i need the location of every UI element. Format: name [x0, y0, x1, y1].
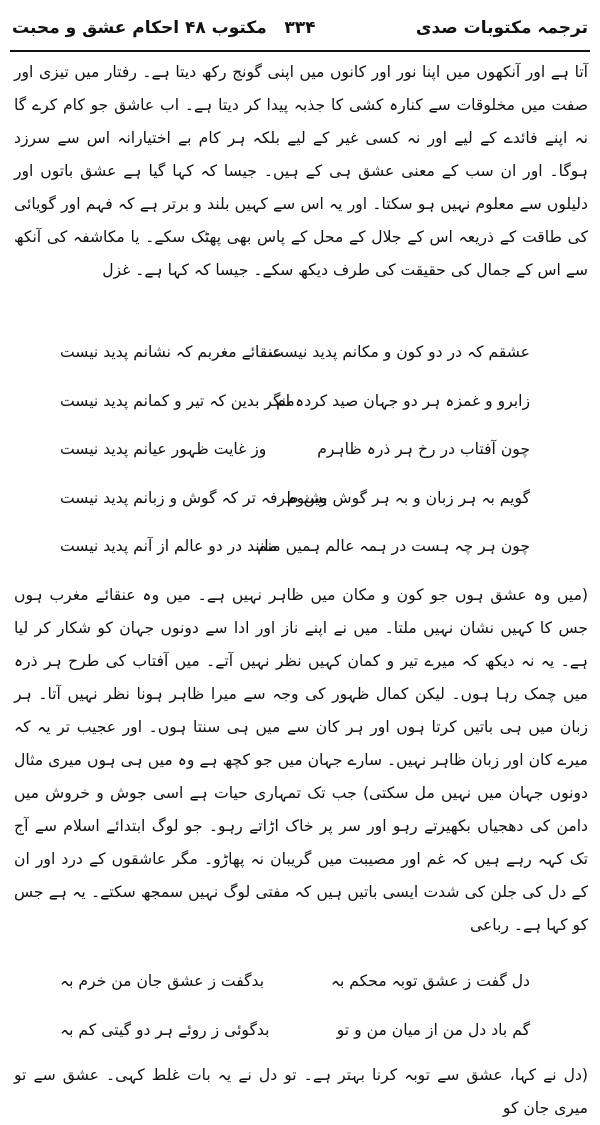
- letter-title: مکتوب ۴۸ احکام عشق و محبت: [12, 18, 267, 38]
- book-title: ترجمہ مکتوبات صدی: [415, 18, 588, 38]
- verse-row: [20, 380, 580, 429]
- verse-first-half: گم باد دل من از میان من و تو: [336, 1020, 530, 1039]
- verse-first-half: چون ہر چہ ہست در ہمہ عالم ہمیں منم: [257, 537, 530, 555]
- verse-row: [20, 1009, 580, 1058]
- verse-first-half: چون آفتاب در رخ ہر ذرہ ظاہرم: [317, 440, 530, 458]
- verse-first-half: زابرو و غمزہ ہر دو جہان صید کردہ ام: [276, 391, 530, 410]
- verse-row: [20, 331, 580, 380]
- page-number: ۳۳۴: [284, 18, 316, 38]
- paragraph-1: آتا ہے اور آنکھوں میں اپنا نور اور کانوں میں اپنی گونج رکھ دیتا ہے۔ رفتار میں تیزی اور صفت میں مخلوقات سے کنارہ کشی کا جذبہ پیدا کر دیتا ہے۔ اب عاشق جو کام کرے گا نہ اپنے فائدے کے لیے اور نہ کسی غیر کے لیے بلکہ ہر کام بے اختیارانہ اس سے سرزد ہوگا۔ اور ان سب کے معنی عشق ہی کے ہیں۔ جیسا کہ کہا گیا ہے عشق باتوں اور دلیلوں سے معلوم نہیں ہو سکتا۔ اور یہ اس سے کہیں بلند و برتر ہے کہ فہم اور گویائی کی طاقت کے ذریعہ اس کے جلال کے محل کے پاس بھی پھٹک سکے۔ یا مکاشفہ کی آنکھ سے اس کے جمال کی حقیقت کی طرف دیکھ سکے۔ جیسا کہ کہا ہے۔ غزل: [14, 63, 588, 279]
- verse-first-half: دل گفت ز عشق توبہ محکم بہ: [330, 972, 530, 990]
- verse-first-half: گویم بہ ہر زبان و بہ ہر گوش بشنوم: [286, 488, 530, 507]
- verse-second-half: مانند در دو عالم از آنم پدید نیست: [60, 537, 278, 555]
- paragraph-2: (میں وہ عشق ہوں جو کون و مکان میں ظاہر نہیں ہے۔ میں وہ عنقائے مغرب ہوں جس کا کہیں نشان نہیں ملتا۔ میں نے اپنے ناز اور ادا سے دونوں جہان کو شکار کر لیا ہے۔ یہ نہ دیکھ کہ میرے تیر و کمان کہیں نظر نہیں آتے۔ میں آفتاب کی طرح ہر ذرہ میں چمک رہا ہوں۔ لیکن کمال ظہور کی وجہ سے میرا ظاہر ہونا نظر نہیں آتا۔ ہر زبان میں ہی باتیں کرتا ہوں اور ہر کان سے میں ہی سنتا ہوں۔ اور عجیب تر یہ کہ میرے کان اور زبان ظاہر نہیں۔ سارے جہان میں جو کچھ ہے وہ میں ہی ہوں میری مثال دونوں جہان میں نہیں مل سکتی) جب تک تمہاری حیات ہے اسی جوش و خروش میں دامن کی دھجیاں بکھیرتے رہو اور سر پر خاک اڑاتے رہو۔ جو لوگ ابتدائے اسلام سے آج تک کہہ رہے ہیں کہ غم اور مصیبت میں گریبان نہ پھاڑو۔ مگر عاشقوں کے درد اور ان کے دل کی جلن کی شدت ایسی باتیں ہیں کہ مفتی لوگ نہیں سمجھ سکتے۔ یہ ہے جس کو کہا ہے۔ رباعی: [14, 586, 588, 934]
- header-rule: [10, 50, 590, 52]
- verse-second-half: وین طرفہ تر کہ گوش و زبانم پدید نیست: [60, 488, 328, 507]
- ghazal-verses: [20, 331, 580, 574]
- verse-row: [20, 525, 580, 574]
- verse-first-half: عشقم کہ در دو کون و مکانم پدید نیست: [269, 343, 530, 361]
- verse-row: [20, 960, 580, 1009]
- page-header: [12, 10, 588, 46]
- verse-second-half: منگر بدین کہ تیر و کمانم پدید نیست: [60, 391, 295, 410]
- paragraph-3: (دل نے کہا، عشق سے توبہ کرنا بہتر ہے۔ تو دل نے یہ بات غلط کہی۔ عشق سے تو میری جان کو: [14, 1066, 588, 1117]
- verse-row: [20, 428, 580, 477]
- verse-second-half: وز غایت ظہور عیانم پدید نیست: [60, 440, 267, 458]
- verse-second-half: بدگفت ز عشق جان من خرم بہ: [60, 972, 265, 990]
- verse-row: [20, 477, 580, 526]
- rubai-verses: [20, 960, 580, 1057]
- verse-second-half: عنقائے مغربم کہ نشانم پدید نیست: [60, 343, 282, 361]
- verse-second-half: بدگوئی ز روئے ہر دو گیتی کم بہ: [60, 1020, 270, 1039]
